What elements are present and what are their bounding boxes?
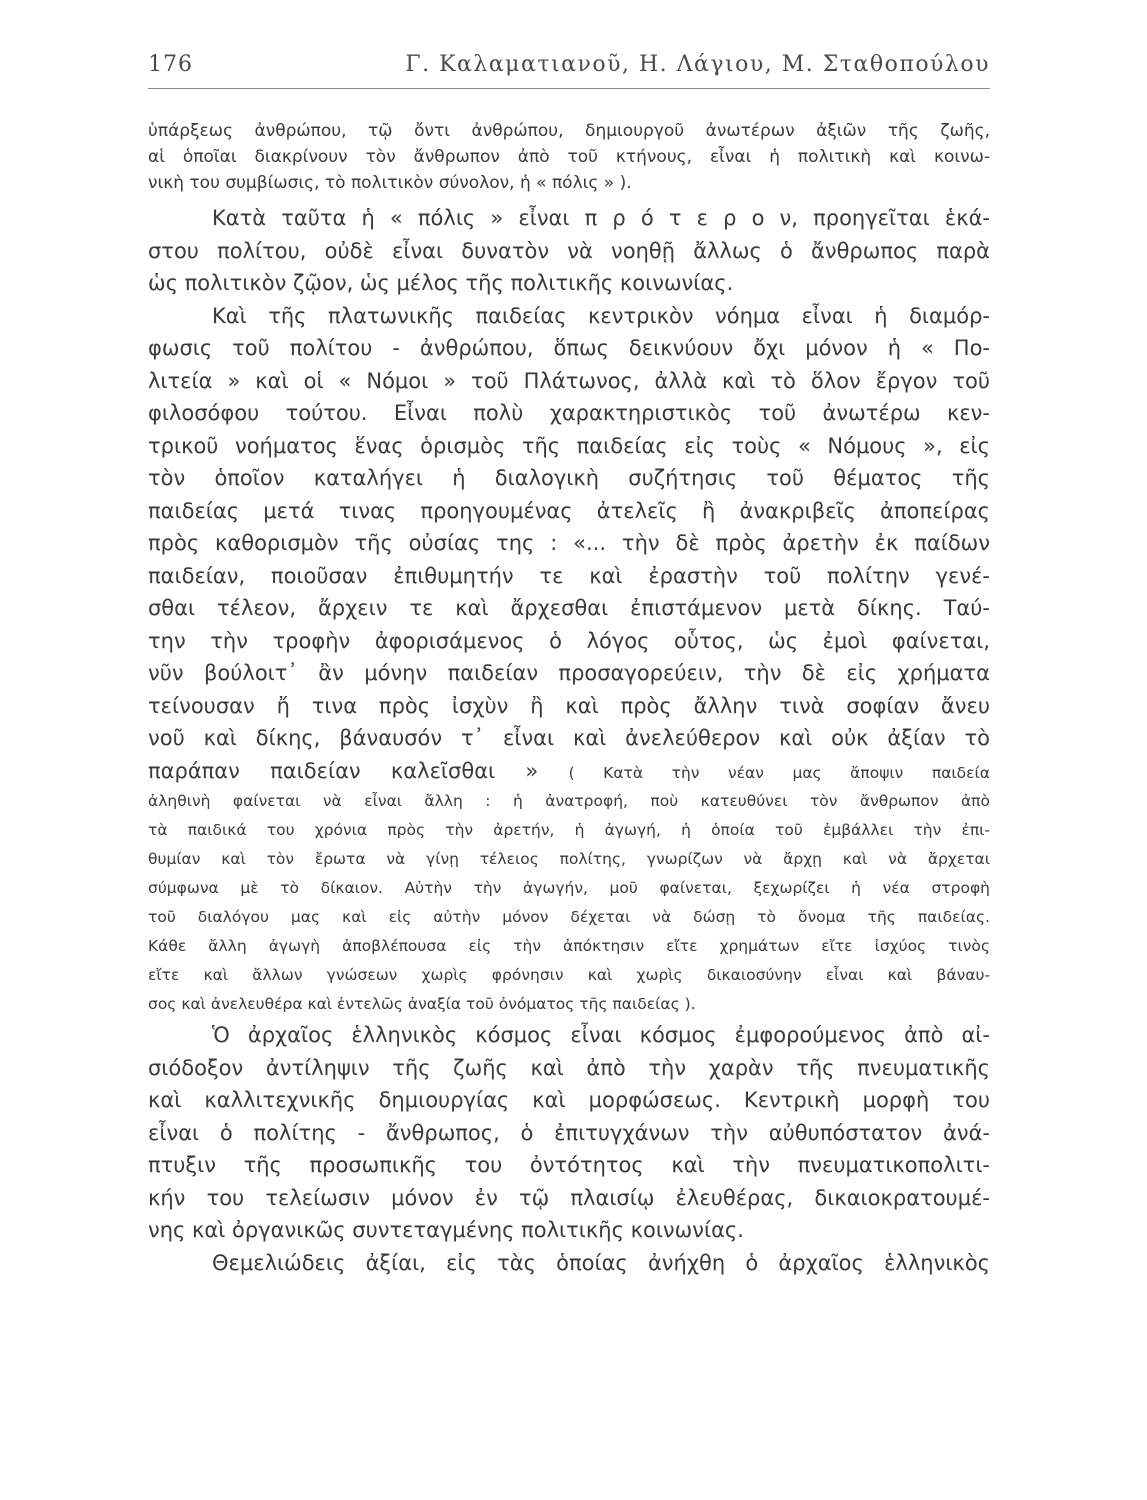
commentary-line: θυμίαν καὶ τὸν ἔρωτα νὰ γίνῃ τέλειος πολίτης, γνωρίζων νὰ ἄρχῃ καὶ νὰ ἄρχεται [148, 850, 990, 868]
text-line: τὸν ὁποῖον καταλήγει ἡ διαλογικὴ συζήτησις τοῦ θέματος τῆς [148, 466, 990, 490]
text-line: νῦν βούλοιτ᾽ ἂν μόνην παιδείαν προσαγορεύειν, τὴν δὲ εἰς χρήματα [148, 661, 990, 685]
text-line: εἶναι ὁ πολίτης - ἄνθρωπος, ὁ ἐπιτυγχάνων τὴν αὐθυπόστατον ἀνά- [148, 1120, 990, 1145]
text-line: Κατὰ ταῦτα ἡ « πόλις » εἶναι π ρ ό τ ε ρ ο ν, προηγεῖται ἑκά- [212, 206, 990, 230]
commentary-line: σος καὶ ἀνελευθέρα καὶ ἐντελῶς ἀναξία τοῦ ὀνόματος τῆς παιδείας ). [148, 995, 696, 1013]
text-line: τείνουσαν ἤ τινα πρὸς ἰσχὺν ἢ καὶ πρὸς ἄλλην τινὰ σοφίαν ἄνευ [148, 693, 990, 718]
text-line: κήν του τελείωσιν μόνον ἐν τῷ πλαισίῳ ἐλευθέρας, δικαιοκρατουμέ- [148, 1185, 990, 1210]
text-line: Ὁ ἀρχαῖος ἑλληνικὸς κόσμος εἶναι κόσμος ἐμφορούμενος ἀπὸ αἰ- [212, 1023, 990, 1047]
text-line: τρικοῦ νοήματος ἕνας ὁρισμὸς τῆς παιδείας εἰς τοὺς « Νόμους », εἰς [148, 433, 990, 458]
text-line: νοῦ καὶ δίκης, βάναυσόν τ᾽ εἶναι καὶ ἀνελεύθερον καὶ οὐκ ἀξίαν τὸ [148, 726, 990, 750]
paragraph-polis [148, 202, 990, 300]
text-line: πρὸς καθορισμὸν τῆς οὐσίας της : «... τὴν δὲ πρὸς ἀρετὴν ἐκ παίδων [148, 531, 990, 555]
text-line: ὑπάρξεως ἀνθρώπου, τῷ ὄντι ἀνθρώπου, δημιουργοῦ ἀνωτέρων ἀξιῶν τῆς ζωῆς, [148, 121, 990, 141]
text-line: φωσις τοῦ πολίτου - ἀνθρώπου, ὅπως δεικνύουν ὄχι μόνον ἡ « Πο- [148, 336, 990, 360]
commentary-line: σύμφωνα μὲ τὸ δίκαιον. Αὐτὴν τὴν ἀγωγήν, μοῦ φαίνεται, ξεχωρίζει ἡ νέα στροφὴ [148, 879, 990, 897]
text-line: σθαι τέλεον, ἄρχειν τε καὶ ἄρχεσθαι ἐπιστάμενον μετὰ δίκης. Ταύ- [148, 596, 990, 620]
paragraph-fundamental-values [148, 1247, 990, 1280]
commentary-line: ἀληθινὴ φαίνεται νὰ εἶναι ἄλλη : ἡ ἀνατροφή, ποὺ κατευθύνει τὸν ἄνθρωπον ἀπὸ [148, 792, 990, 810]
paragraph-continuation [148, 118, 990, 196]
commentary-line: τὰ παιδικά του χρόνια πρὸς τὴν ἀρετήν, ἡ ἀγωγή, ἡ ὁποία τοῦ ἐμβάλλει τὴν ἐπι- [148, 821, 990, 839]
running-header [148, 48, 990, 89]
text-line: πτυξιν τῆς προσωπικῆς του ὀντότητος καὶ τὴν πνευματικοπολιτι- [148, 1153, 990, 1177]
text-line: παιδείας μετά τινας προηγουμένας ἀτελεῖς ἢ ἀνακριβεῖς ἀποπείρας [148, 498, 990, 523]
commentary-line: Κάθε ἄλλη ἀγωγὴ ἀποβλέπουσα εἰς τὴν ἀπόκτησιν εἴτε χρημάτων εἴτε ἰσχύος τινὸς [148, 937, 990, 955]
paragraph-platonic-education [148, 300, 990, 1020]
text-line: νικὴ του συμβίωσις, τὸ πολιτικὸν σύνολον, ἡ « πόλις » ). [148, 173, 632, 193]
text-line: Θεμελιώδεις ἀξίαι, εἰς τὰς ὁποίας ἀνήχθη ὁ ἀρχαῖος ἑλληνικὸς [212, 1250, 990, 1275]
text-line: αἱ ὁποῖαι διακρίνουν τὸν ἄνθρωπον ἀπὸ τοῦ κτήνους, εἶναι ἡ πολιτικὴ καὶ κοινω- [148, 147, 990, 167]
page-body [148, 118, 990, 1279]
running-head-authors: Γ. Καλαματιανοῦ, Η. Λάγιου, Μ. Σταθοπούλου [405, 52, 990, 77]
text-line: καὶ καλλιτεχνικῆς δημιουργίας καὶ μορφώσεως. Κεντρικὴ μορφὴ του [148, 1088, 990, 1112]
text-line: φιλοσόφου τούτου. Εἶναι πολὺ χαρακτηριστικὸς τοῦ ἀνωτέρω κεν- [148, 401, 990, 425]
paragraph-ancient-greek-world [148, 1019, 990, 1247]
commentary-start: ( Κατὰ τὴν νέαν μας ἄποψιν παιδεία [568, 763, 990, 782]
text-line: Καὶ τῆς πλατωνικῆς παιδείας κεντρικὸν νόημα εἶναι ἡ διαμόρ- [212, 303, 990, 328]
page-number: 176 [148, 52, 193, 77]
text-line: παιδείαν, ποιοῦσαν ἐπιθυμητήν τε καὶ ἐραστὴν τοῦ πολίτην γενέ- [148, 563, 990, 588]
text-line: την τὴν τροφὴν ἀφορισάμενος ὁ λόγος οὗτος, ὡς ἐμοὶ φαίνεται, [148, 628, 990, 653]
text-line: λιτεία » καὶ οἱ « Νόμοι » τοῦ Πλάτωνος, ἀλλὰ καὶ τὸ ὅλον ἔργον τοῦ [148, 368, 990, 393]
text-line: στου πολίτου, οὐδὲ εἶναι δυνατὸν νὰ νοηθῇ ἄλλως ὁ ἄνθρωπος παρὰ [148, 238, 990, 263]
commentary-line: τοῦ διαλόγου μας καὶ εἰς αὐτὴν μόνον δέχεται νὰ δώσῃ τὸ ὄνομα τῆς παιδείας. [148, 908, 990, 926]
commentary-line: εἴτε καὶ ἄλλων γνώσεων χωρὶς φρόνησιν καὶ χωρὶς δικαιοσύνην εἶναι καὶ βάναυ- [148, 966, 990, 984]
text-line: ὡς πολιτικὸν ζῷον, ὡς μέλος τῆς πολιτικῆς κοινωνίας. [148, 271, 734, 295]
text-line: σιόδοξον ἀντίληψιν τῆς ζωῆς καὶ ἀπὸ τὴν χαρὰν τῆς πνευματικῆς [148, 1055, 990, 1080]
text-line: νης καὶ ὀργανικῶς συντεταγμένης πολιτικῆς κοινωνίας. [148, 1218, 744, 1242]
quote-end: παράπαν παιδείαν καλεῖσθαι » [148, 758, 569, 783]
mixed-text-line [148, 755, 990, 788]
